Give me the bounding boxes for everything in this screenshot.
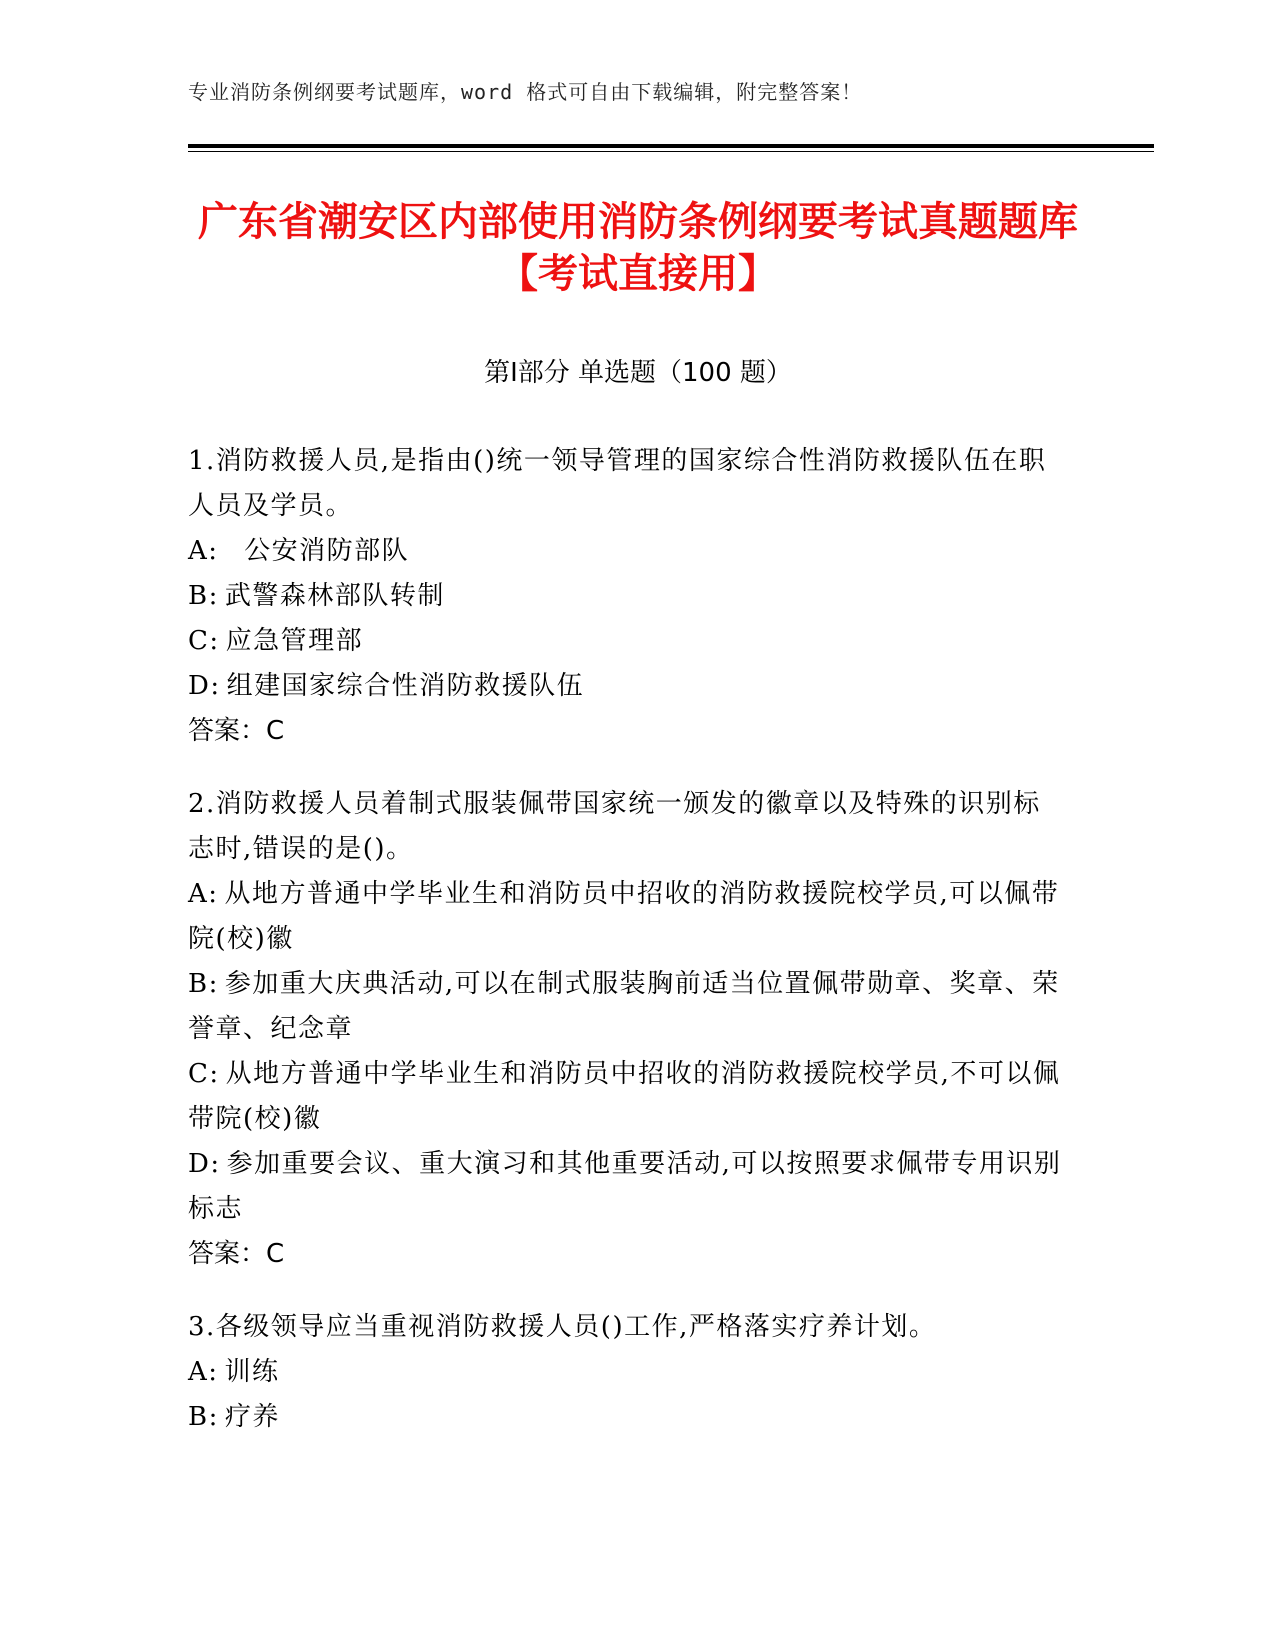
question-text: 2.消防救援人员着制式服装佩带国家统一颁发的徽章以及特殊的识别标志时,错误的是()。: [188, 789, 1041, 864]
option-a: [188, 529, 1068, 574]
option-key: B:: [188, 969, 219, 999]
option-key: C:: [188, 1059, 220, 1089]
option-key: A:: [188, 1357, 219, 1387]
option-text: 组建国家综合性消防救援队伍: [226, 671, 585, 701]
section-heading: 第Ⅰ部分 单选题（100 题）: [484, 358, 792, 388]
option-a: [188, 1350, 1068, 1395]
question-list: [188, 439, 1068, 1468]
option-d: [188, 664, 1068, 709]
option-text: 疗养: [224, 1402, 280, 1432]
option-c: [188, 1052, 1068, 1142]
option-a: [188, 872, 1068, 962]
option-text: 从地方普通中学毕业生和消防员中招收的消防救援院校学员,不可以佩带院(校)徽: [188, 1059, 1061, 1134]
question-2: [188, 782, 1068, 1277]
option-c: [188, 619, 1068, 664]
option-text: 参加重大庆典活动,可以在制式服装胸前适当位置佩带勋章、奖章、荣誉章、纪念章: [188, 969, 1060, 1044]
option-key: D:: [188, 671, 221, 701]
option-text: 应急管理部: [225, 626, 364, 656]
option-text: 武警森林部队转制: [224, 581, 445, 611]
option-key: B:: [188, 1402, 219, 1432]
option-text: 训练: [224, 1357, 280, 1387]
header-rule-thick: [188, 144, 1154, 148]
header-rule-thin: [188, 151, 1154, 152]
question-text: 3.各级领导应当重视消防救援人员()工作,严格落实疗养计划。: [188, 1312, 937, 1342]
question-1: [188, 439, 1068, 754]
document-title: 广东省潮安区内部使用消防条例纲要考试真题题库【考试直接用】: [198, 199, 1078, 297]
header-note: 专业消防条例纲要考试题库，word 格式可自由下载编辑，附完整答案！: [188, 80, 863, 104]
option-key: C:: [188, 626, 220, 656]
question-text: 1.消防救援人员,是指由()统一领导管理的国家综合性消防救援队伍在职人员及学员。: [188, 446, 1047, 521]
option-key: A:: [188, 879, 219, 909]
option-b: [188, 574, 1068, 619]
option-b: [188, 1395, 1068, 1440]
option-b: [188, 962, 1068, 1052]
option-text: 公安消防部队: [224, 536, 410, 566]
answer-line: 答案：C: [188, 1239, 285, 1269]
option-key: A:: [188, 536, 219, 566]
question-3: [188, 1305, 1068, 1440]
option-text: 参加重要会议、重大演习和其他重要活动,可以按照要求佩带专用识别标志: [188, 1149, 1062, 1224]
option-key: B:: [188, 581, 219, 611]
answer-line: 答案：C: [188, 716, 285, 746]
option-text: 从地方普通中学毕业生和消防员中招收的消防救援院校学员,可以佩带院(校)徽: [188, 879, 1060, 954]
option-key: D:: [188, 1149, 221, 1179]
option-d: [188, 1142, 1068, 1232]
